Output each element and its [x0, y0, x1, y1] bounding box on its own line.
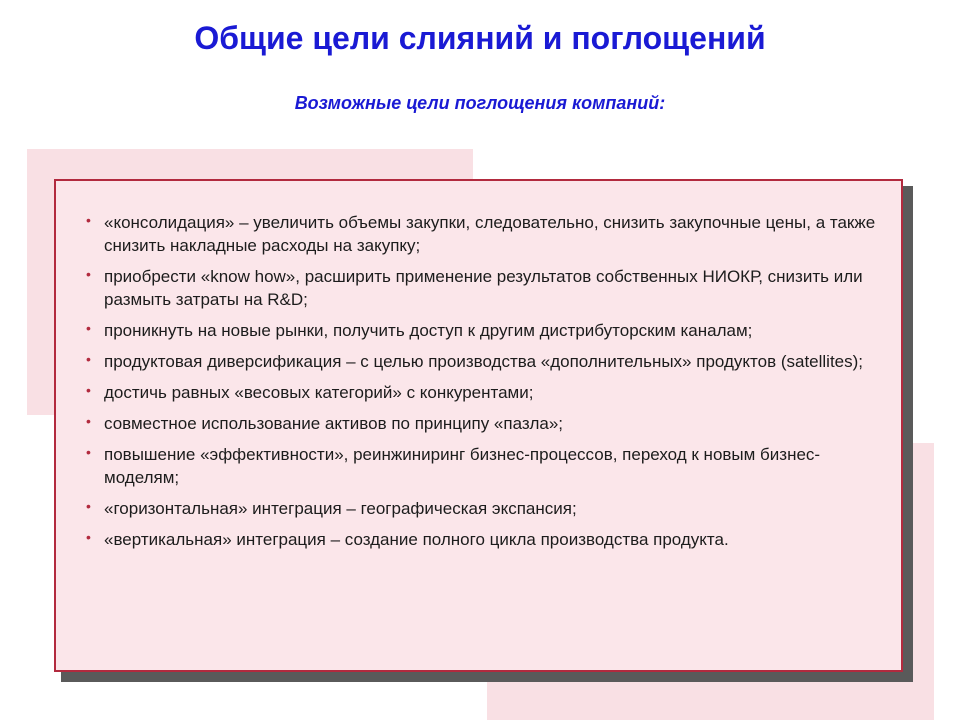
list-item [86, 350, 886, 373]
goal-text: повышение «эффективности», реинжиниринг бизнес-процессов, переход к новым бизнес-моделям; [104, 445, 821, 487]
list-item [86, 319, 886, 342]
list-item [86, 265, 886, 311]
list-item [86, 412, 886, 435]
list-item [86, 528, 886, 551]
list-item [86, 211, 886, 257]
slide-subtitle: Возможные цели поглощения компаний: [294, 93, 666, 113]
goal-text: «горизонтальная» интеграция – географическая экспансия; [104, 499, 577, 518]
goal-text: достичь равных «весовых категорий» с конкурентами; [104, 383, 534, 402]
goal-text: проникнуть на новые рынки, получить доступ к другим дистрибуторским каналам; [104, 321, 753, 340]
bullet-icon: • [86, 444, 91, 460]
list-item [86, 443, 886, 489]
list-item [86, 497, 886, 520]
slide-title: Общие цели слияний и поглощений [194, 20, 766, 56]
bullet-icon: • [86, 498, 91, 514]
goal-text: приобрести «know how», расширить применение результатов собственных НИОКР, снизить или размыть затраты на R&D; [104, 267, 863, 309]
bullet-icon: • [86, 413, 91, 429]
goal-text: продуктовая диверсификация – с целью производства «дополнительных» продуктов (satellites); [104, 352, 864, 371]
bullet-icon: • [86, 529, 91, 545]
goals-card [54, 179, 903, 672]
bullet-icon: • [86, 351, 91, 367]
goal-text: «вертикальная» интеграция – создание полного цикла производства продукта. [104, 530, 729, 549]
bullet-icon: • [86, 382, 91, 398]
bullet-icon: • [86, 320, 91, 336]
bullet-icon: • [86, 266, 91, 282]
goal-text: «консолидация» – увеличить объемы закупки, следовательно, снизить закупочные цены, а также снизить накладные расходы на закупку; [104, 213, 876, 255]
goal-text: совместное использование активов по принципу «пазла»; [104, 414, 563, 433]
goals-list [86, 211, 886, 559]
list-item [86, 381, 886, 404]
bullet-icon: • [86, 212, 91, 228]
